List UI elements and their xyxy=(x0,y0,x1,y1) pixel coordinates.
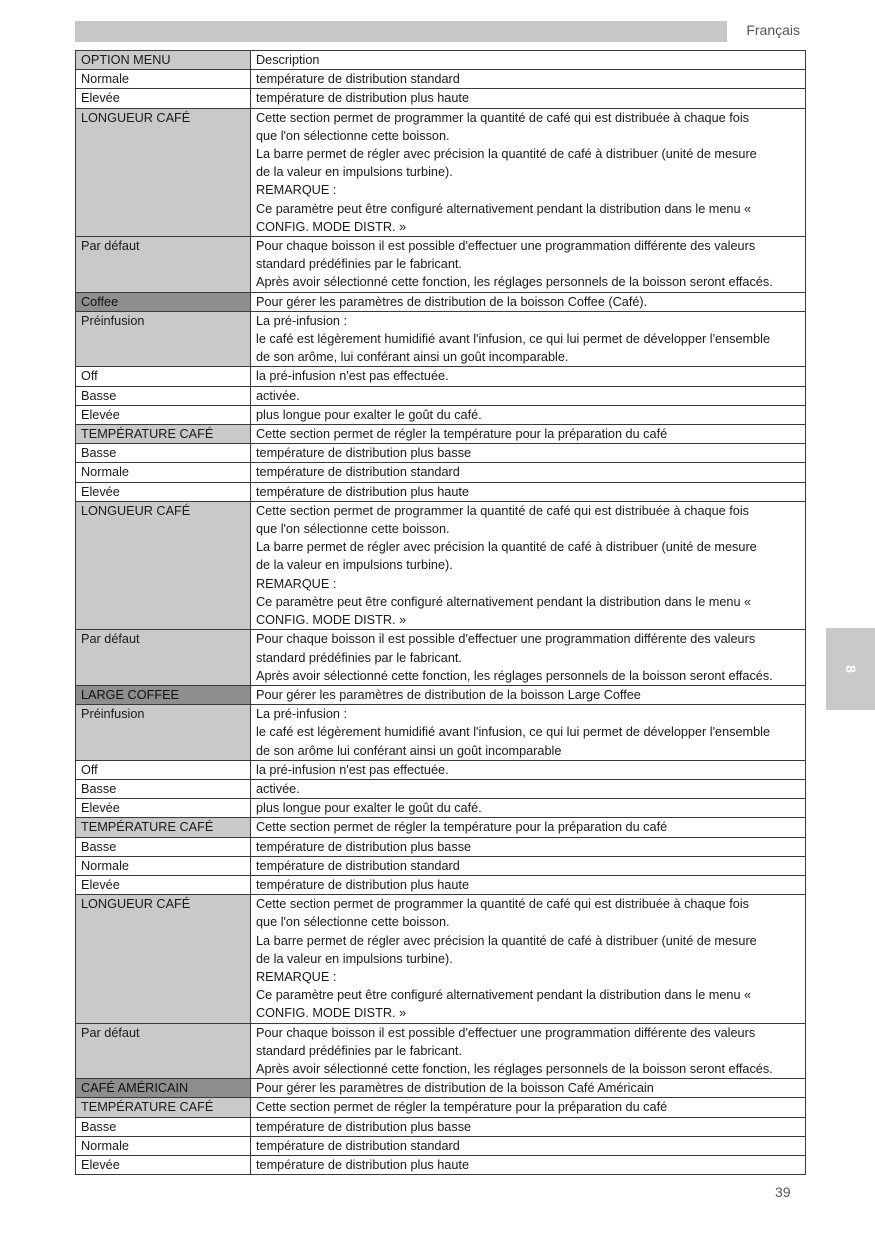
option-description: température de distribution standard xyxy=(251,1136,806,1155)
option-label: Elevée xyxy=(76,799,251,818)
table-row xyxy=(76,311,806,367)
table-row xyxy=(76,779,806,798)
table-row xyxy=(76,856,806,875)
option-description: Pour chaque boisson il est possible d'effectuer une programmation différente des valeurs standard prédéfinies par le fabricant. Après avoir sélectionné cette fonction, les réglages personnels de la boisson seront effacés. xyxy=(251,630,806,686)
option-description: Pour gérer les paramètres de distribution de la boisson Large Coffee xyxy=(251,685,806,704)
option-label: LONGUEUR CAFÉ xyxy=(76,501,251,629)
option-label: Par défaut xyxy=(76,1023,251,1079)
option-description: température de distribution plus haute xyxy=(251,1155,806,1174)
table-row xyxy=(76,1155,806,1174)
option-description: la pré-infusion n'est pas effectuée. xyxy=(251,367,806,386)
option-label: LONGUEUR CAFÉ xyxy=(76,108,251,236)
option-description: température de distribution standard xyxy=(251,70,806,89)
option-description: Pour chaque boisson il est possible d'effectuer une programmation différente des valeurs standard prédéfinies par le fabricant. Après avoir sélectionné cette fonction, les réglages personnels de la boisson seront effacés. xyxy=(251,237,806,293)
table-row xyxy=(76,89,806,108)
option-description: Description xyxy=(251,51,806,70)
table-row xyxy=(76,425,806,444)
option-label: Elevée xyxy=(76,405,251,424)
option-label: Off xyxy=(76,760,251,779)
option-description: La pré-infusion : le café est légèrement humidifié avant l'infusion, ce qui lui permet de développer l'ensemble de son arôme, lui conférant ainsi un goût incomparable. xyxy=(251,311,806,367)
option-label: Basse xyxy=(76,1117,251,1136)
option-description: activée. xyxy=(251,779,806,798)
table-row xyxy=(76,405,806,424)
table-row xyxy=(76,818,806,837)
option-label: LARGE COFFEE xyxy=(76,685,251,704)
table-row xyxy=(76,1079,806,1098)
table-row xyxy=(76,501,806,629)
table-row xyxy=(76,1136,806,1155)
option-label: CAFÉ AMÉRICAIN xyxy=(76,1079,251,1098)
table-row xyxy=(76,705,806,761)
option-label: Basse xyxy=(76,386,251,405)
table-row xyxy=(76,837,806,856)
table-row xyxy=(76,1023,806,1079)
option-label: Basse xyxy=(76,779,251,798)
option-description: température de distribution standard xyxy=(251,463,806,482)
option-label: Normale xyxy=(76,463,251,482)
language-label: Français xyxy=(746,22,800,38)
chapter-tab xyxy=(826,628,875,710)
option-description: Cette section permet de programmer la quantité de café qui est distribuée à chaque fois que l'on sélectionne cette boisson. La barre permet de régler avec précision la quantité de café à distribuer (unité de mesure de la valeur en impulsions turbine). REMARQUE : Ce paramètre peut être configuré alternativement pendant la distribution dans le menu « CONFIG. MODE DISTR. » xyxy=(251,895,806,1023)
option-label: Basse xyxy=(76,837,251,856)
option-label: Normale xyxy=(76,1136,251,1155)
option-description: température de distribution plus haute xyxy=(251,875,806,894)
option-description: La pré-infusion : le café est légèrement humidifié avant l'infusion, ce qui lui permet de développer l'ensemble de son arôme lui conférant ainsi un goût incomparable xyxy=(251,705,806,761)
option-label: TEMPÉRATURE CAFÉ xyxy=(76,425,251,444)
table-row xyxy=(76,292,806,311)
option-label: Elevée xyxy=(76,482,251,501)
option-description: température de distribution plus basse xyxy=(251,837,806,856)
table-row xyxy=(76,760,806,779)
table-row xyxy=(76,237,806,293)
option-description: température de distribution plus haute xyxy=(251,89,806,108)
table-row xyxy=(76,685,806,704)
option-description: Pour chaque boisson il est possible d'effectuer une programmation différente des valeurs standard prédéfinies par le fabricant. Après avoir sélectionné cette fonction, les réglages personnels de la boisson seront effacés. xyxy=(251,1023,806,1079)
table-body xyxy=(76,51,806,1175)
option-description: la pré-infusion n'est pas effectuée. xyxy=(251,760,806,779)
option-label: Par défaut xyxy=(76,630,251,686)
option-label: Par défaut xyxy=(76,237,251,293)
option-label: Normale xyxy=(76,70,251,89)
option-label: Coffee xyxy=(76,292,251,311)
option-description: température de distribution standard xyxy=(251,856,806,875)
menu-options-table xyxy=(75,50,806,1175)
table-row xyxy=(76,630,806,686)
table-row xyxy=(76,70,806,89)
option-description: Pour gérer les paramètres de distribution de la boisson Coffee (Café). xyxy=(251,292,806,311)
option-description: Cette section permet de régler la température pour la préparation du café xyxy=(251,818,806,837)
page-number: 39 xyxy=(775,1184,791,1200)
option-label: OPTION MENU xyxy=(76,51,251,70)
table-row xyxy=(76,895,806,1023)
option-description: plus longue pour exalter le goût du café. xyxy=(251,405,806,424)
option-label: Préinfusion xyxy=(76,705,251,761)
chapter-number: 8 xyxy=(842,665,859,673)
option-description: température de distribution plus haute xyxy=(251,482,806,501)
table-row xyxy=(76,1098,806,1117)
table-row xyxy=(76,386,806,405)
option-description: activée. xyxy=(251,386,806,405)
table-row xyxy=(76,799,806,818)
option-label: Basse xyxy=(76,444,251,463)
table-row xyxy=(76,875,806,894)
table-row xyxy=(76,463,806,482)
table-row xyxy=(76,444,806,463)
option-description: Cette section permet de programmer la quantité de café qui est distribuée à chaque fois que l'on sélectionne cette boisson. La barre permet de régler avec précision la quantité de café à distribuer (unité de mesure de la valeur en impulsions turbine). REMARQUE : Ce paramètre peut être configuré alternativement pendant la distribution dans le menu « CONFIG. MODE DISTR. » xyxy=(251,108,806,236)
table-row xyxy=(76,51,806,70)
option-label: Elevée xyxy=(76,89,251,108)
option-label: TEMPÉRATURE CAFÉ xyxy=(76,818,251,837)
option-label: LONGUEUR CAFÉ xyxy=(76,895,251,1023)
option-label: Préinfusion xyxy=(76,311,251,367)
option-description: Cette section permet de régler la température pour la préparation du café xyxy=(251,1098,806,1117)
option-description: plus longue pour exalter le goût du café. xyxy=(251,799,806,818)
option-description: Pour gérer les paramètres de distribution de la boisson Café Américain xyxy=(251,1079,806,1098)
option-label: Off xyxy=(76,367,251,386)
table-row xyxy=(76,367,806,386)
option-label: Elevée xyxy=(76,1155,251,1174)
table-row xyxy=(76,108,806,236)
header-bar xyxy=(75,21,727,42)
option-description: Cette section permet de programmer la quantité de café qui est distribuée à chaque fois que l'on sélectionne cette boisson. La barre permet de régler avec précision la quantité de café à distribuer (unité de mesure de la valeur en impulsions turbine). REMARQUE : Ce paramètre peut être configuré alternativement pendant la distribution dans le menu « CONFIG. MODE DISTR. » xyxy=(251,501,806,629)
option-label: TEMPÉRATURE CAFÉ xyxy=(76,1098,251,1117)
table-row xyxy=(76,1117,806,1136)
option-description: température de distribution plus basse xyxy=(251,444,806,463)
option-description: température de distribution plus basse xyxy=(251,1117,806,1136)
option-description: Cette section permet de régler la température pour la préparation du café xyxy=(251,425,806,444)
option-label: Elevée xyxy=(76,875,251,894)
table-row xyxy=(76,482,806,501)
option-label: Normale xyxy=(76,856,251,875)
